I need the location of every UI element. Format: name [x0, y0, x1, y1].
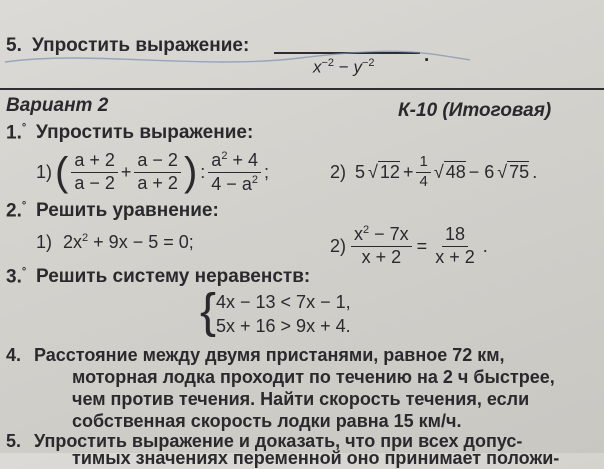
q4-line-4: собственная скорость лодки равна 15 км/ч.: [72, 411, 462, 431]
left-paren: (: [55, 150, 69, 194]
end-dot: .: [482, 235, 488, 256]
q1-label: Упростить выражение:: [36, 122, 254, 143]
fraction-1-num: a + 2: [71, 151, 118, 173]
q1-expression-2: [330, 150, 537, 194]
q2-part2-number: 2): [330, 235, 347, 256]
sqrt-48: √ 48: [433, 161, 466, 182]
colon-sign: :: [200, 161, 206, 182]
equals-sign: =: [416, 235, 428, 256]
q4-line-2: моторная лодка проходит по течению на 2 ч быстрее,: [72, 367, 555, 387]
q2-equation-1: 1) $2x^2 + 9x - 5 = 0$;: [36, 232, 194, 252]
fraction-3-num: $a^2 + 4$: [208, 150, 261, 173]
sqrt-75: √ 75: [497, 161, 530, 182]
pen-mark: [0, 40, 500, 70]
top-end-dot: .: [424, 45, 430, 66]
q4-line-1: Расстояние между двумя пристанями, равное 72 км,: [34, 345, 505, 365]
q2-number: 2.°: [6, 200, 27, 222]
plus-sign: +: [120, 161, 132, 182]
fraction-3: [208, 150, 261, 195]
q2-part1-number: 1): [36, 232, 53, 252]
minus-6: − 6: [468, 161, 495, 182]
fraction-1-den: a − 2: [74, 172, 115, 193]
q3-label: Решить систему неравенств:: [36, 266, 311, 287]
end-dot: .: [532, 161, 538, 182]
fraction-2: [134, 151, 181, 194]
fraction-2-num: a − 2: [134, 151, 181, 173]
right-paren: ): [183, 150, 198, 194]
plus-sign-2: +: [402, 161, 414, 182]
q1-part1-number: 1): [36, 161, 53, 182]
q4-line-3: чем против течения. Найти скорость течения, если: [72, 389, 530, 409]
inequality-2: 5x + 16 > 9x + 4.: [216, 316, 351, 336]
fraction-1: [71, 151, 118, 194]
q4-number: 4.: [6, 345, 22, 365]
q3-number: 3.°: [6, 266, 27, 288]
coef-5: 5: [355, 161, 366, 182]
eq2-left-fraction: $\frac{x^2 - 7x}{x + 2}$: [351, 224, 412, 268]
q1-number: 1.°: [6, 122, 27, 144]
variant-title: Вариант 2: [6, 95, 109, 116]
test-code: К-10 (Итоговая): [398, 100, 552, 121]
q1-expression-1: [36, 146, 269, 198]
fraction-3-den: $4 - a^2$: [211, 173, 258, 194]
system-brace: {: [200, 285, 217, 338]
q5-number: 5.: [6, 431, 22, 451]
top-problem-label: Упростить выражение:: [32, 35, 250, 56]
q1-part2-number: 2): [330, 161, 347, 182]
semicolon: ;: [263, 161, 269, 182]
q2-equation-2: [330, 224, 488, 268]
q5-line-2: тимых значениях переменной оно принимает положи-: [72, 448, 560, 468]
sqrt-12: √ 12: [368, 161, 400, 182]
inequality-1: 4x − 13 < 7x − 1,: [216, 292, 351, 312]
q5-line-1: Упростить выражение и доказать, что при всех допус-: [34, 431, 523, 451]
fraction-one-quarter: $\frac{1}{4}$: [416, 154, 430, 190]
top-problem-number: 5.: [6, 35, 22, 56]
top-fraction-denominator: $x^{-2} - y^{-2}$: [313, 57, 375, 77]
fraction-2-den: a + 2: [137, 172, 178, 193]
eq2-right-fraction: $\frac{18}{x + 2}$: [435, 223, 475, 267]
q2-label: Решить уравнение:: [36, 200, 219, 221]
section-divider: [0, 88, 604, 90]
